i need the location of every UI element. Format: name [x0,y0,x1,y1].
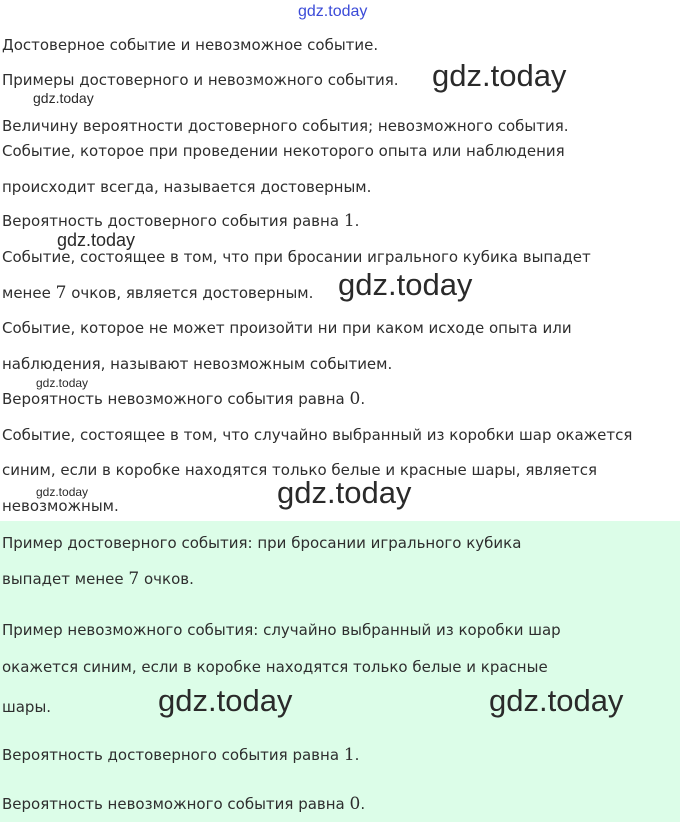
example-impossible-line-1: Событие, состоящее в том, что случайно выбранный из коробки шар окажется [2,426,633,444]
probability-certain: Вероятность достоверного события равна 1. [2,211,360,231]
answer-impossible-line-3: шары. [2,698,52,716]
probability-certain-value: 1 [343,211,355,231]
answer-probability-impossible-value: 0 [349,794,361,814]
answer-certain-text-a: выпадет менее [2,570,124,588]
answer-impossible-line-1: Пример невозможного события: случайно выбранный из коробки шар [2,621,561,639]
watermark-top: gdz.today [298,3,368,20]
definition-certain-line-2: происходит всегда, называется достоверным. [2,178,372,196]
watermark-large-3: gdz.today [277,475,412,510]
watermark-small-1: gdz.today [33,90,94,106]
answer-probability-certain-text: Вероятность достоверного события равна [2,746,340,764]
watermark-large-5: gdz.today [489,683,624,718]
answer-probability-impossible-text: Вероятность невозможного события равна [2,795,345,813]
example-certain-line-1: Событие, состоящее в том, что при бросании игрального кубика выпадет [2,248,591,266]
example-impossible-line-3: невозможным. [2,497,119,515]
example-certain-number: 7 [55,283,67,303]
watermark-medium-1: gdz.today [57,230,136,250]
answer-impossible-line-2: окажется синим, если в коробке находятся только белые и красные [2,658,548,676]
answer-certain-text-b: очков. [144,570,194,588]
example-impossible-line-2: синим, если в коробке находятся только белые и красные шары, является [2,461,598,479]
probability-impossible: Вероятность невозможного события равна 0. [2,389,366,409]
answer-certain-line-2 [2,569,194,589]
probability-impossible-value: 0 [349,389,361,409]
probability-impossible-text: Вероятность невозможного события равна [2,390,345,408]
example-certain-text-a: менее [2,284,51,302]
definition-impossible-line-1: Событие, которое не может произойти ни при каком исходе опыта или [2,319,572,337]
example-certain-text-b: очков, является достоверным. [71,284,314,302]
watermark-large-4: gdz.today [158,683,293,718]
example-certain-line-2 [2,283,313,303]
answer-probability-certain: Вероятность достоверного события равна 1. [2,745,360,765]
probability-certain-text: Вероятность достоверного события равна [2,212,340,230]
answer-certain-line-1: Пример достоверного события: при бросании игрального кубика [2,534,522,552]
watermark-small-2: gdz.today [36,376,89,390]
answer-probability-impossible: Вероятность невозможного события равна 0. [2,794,366,814]
question-2: Примеры достоверного и невозможного события. [2,71,399,89]
definition-certain-line-1: Событие, которое при проведении некоторого опыта или наблюдения [2,142,565,160]
definition-impossible-line-2: наблюдения, называют невозможным событием. [2,355,393,373]
answer-certain-number: 7 [128,569,140,589]
question-3: Величину вероятности достоверного события; невозможного события. [2,117,569,135]
watermark-small-3: gdz.today [36,485,89,499]
question-1: Достоверное событие и невозможное событие. [2,36,379,54]
watermark-large-1: gdz.today [432,58,567,93]
answer-probability-certain-value: 1 [343,745,355,765]
watermark-large-2: gdz.today [338,267,473,302]
